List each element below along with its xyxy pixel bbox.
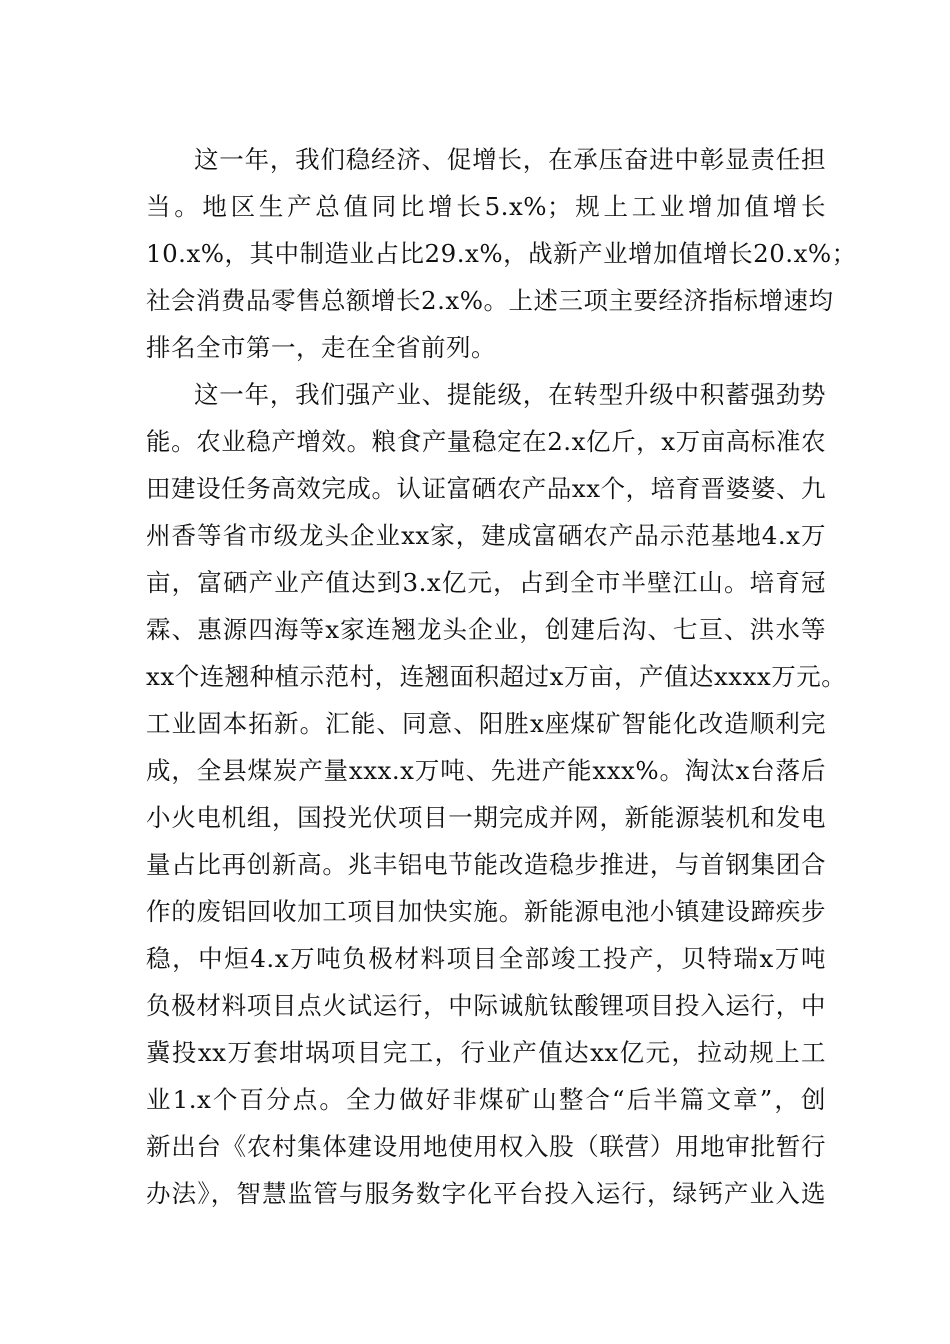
paragraph-2-line-14: 负极材料项目点火试运行，中际诚航钛酸锂项目投入运行，中	[146, 991, 826, 1020]
paragraph-1-line-5: 排名全市第一，走在全省前列。	[146, 333, 496, 362]
paragraph-2-line-17: 新出台《农村集体建设用地使用权入股（联营）用地审批暂行	[146, 1132, 826, 1161]
paragraph-1-line-1: 这一年，我们稳经济、促增长，在承压奋进中彰显责任担	[194, 145, 826, 174]
paragraph-1-line-2: 当。地区生产总值同比增长5.x%；规上工业增加值增长	[146, 192, 826, 221]
paragraph-2-line-1: 这一年，我们强产业、提能级，在转型升级中积蓄强劲势	[194, 380, 826, 409]
paragraph-2-line-11: 量占比再创新高。兆丰铝电节能改造稳步推进，与首钢集团合	[146, 850, 826, 879]
paragraph-2-line-10: 小火电机组，国投光伏项目一期完成并网，新能源装机和发电	[146, 803, 826, 832]
paragraph-2-line-4: 州香等省市级龙头企业xx家，建成富硒农产品示范基地4.x万	[146, 521, 826, 550]
paragraph-2-line-12: 作的废铝回收加工项目加快实施。新能源电池小镇建设蹄疾步	[146, 897, 826, 926]
paragraph-2-line-7: xx个连翘种植示范村，连翘面积超过x万亩，产值达xxxx万元。	[146, 662, 847, 691]
paragraph-2-line-16: 业1.x个百分点。全力做好非煤矿山整合“后半篇文章”，创	[146, 1085, 826, 1114]
paragraph-2-line-15: 冀投xx万套坩埚项目完工，行业产值达xx亿元，拉动规上工	[146, 1038, 826, 1067]
paragraph-2-line-3: 田建设任务高效完成。认证富硒农产品xx个，培育晋婆婆、九	[146, 474, 826, 503]
paragraph-1-line-4: 社会消费品零售总额增长2.x%。上述三项主要经济指标增速均	[146, 286, 834, 315]
paragraph-2-line-2: 能。农业稳产增效。粮食产量稳定在2.x亿斤，x万亩高标准农	[146, 427, 826, 456]
paragraph-2-line-8: 工业固本拓新。汇能、同意、阳胜x座煤矿智能化改造顺利完	[146, 709, 826, 738]
paragraph-2-line-6: 霖、惠源四海等x家连翘龙头企业，创建后沟、七亘、洪水等	[146, 615, 826, 644]
paragraph-2-line-13: 稳，中烜4.x万吨负极材料项目全部竣工投产，贝特瑞x万吨	[146, 944, 826, 973]
paragraph-2-line-9: 成，全县煤炭产量xxx.x万吨、先进产能xxx%。淘汰x台落后	[146, 756, 826, 785]
paragraph-2-line-5: 亩，富硒产业产值达到3.x亿元，占到全市半壁江山。培育冠	[146, 568, 826, 597]
paragraph-1-line-3: 10.x%，其中制造业占比29.x%，战新产业增加值增长20.x%；	[146, 239, 857, 268]
paragraph-2-line-18: 办法》，智慧监管与服务数字化平台投入运行，绿钙产业入选	[146, 1179, 826, 1208]
